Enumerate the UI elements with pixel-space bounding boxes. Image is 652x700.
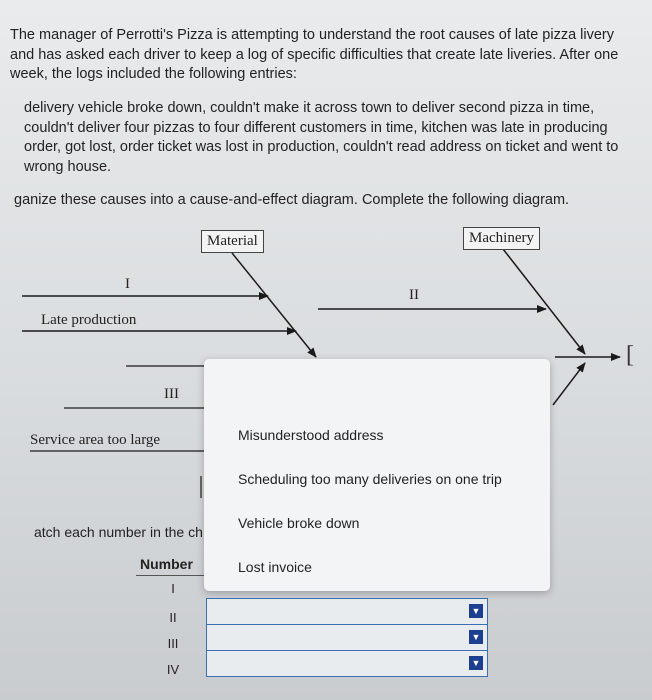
diagram-instruction: ganize these causes into a cause-and-effect diagram. Complete the following diagram.: [14, 192, 570, 208]
late-production-label: Late production: [41, 312, 137, 328]
option-lost-invoice[interactable]: Lost invoice: [238, 559, 312, 575]
number-column-header: Number: [140, 556, 193, 572]
answer-select-row-3[interactable]: [206, 624, 488, 651]
chevron-down-icon[interactable]: ▼: [469, 630, 483, 644]
answer-select-row-2[interactable]: [206, 598, 488, 625]
number-row-4: IV: [166, 662, 180, 677]
chevron-down-icon[interactable]: ▼: [469, 656, 483, 670]
matching-instruction: atch each number in the ch: [34, 524, 203, 540]
lower-bone: [553, 363, 585, 405]
number-row-2: II: [169, 610, 177, 625]
effect-bracket: [: [626, 342, 634, 368]
roman-one-label: I: [125, 276, 130, 292]
material-label: Material: [201, 230, 264, 253]
header-rule: [136, 575, 204, 576]
service-area-label: Service area too large: [30, 432, 161, 448]
chevron-down-icon[interactable]: ▼: [469, 604, 483, 618]
log-entries: delivery vehicle broke down, couldn't make it across town to deliver second pizza in time, couldn't deliver four pizzas to four different customers in time, kitchen was late in producing order, got lost, order ticket was lost in production, couldn't read address on ticket and went to wrong house.: [24, 100, 619, 175]
machinery-bone: [503, 249, 585, 354]
material-bone: [232, 253, 316, 357]
question-intro: The manager of Perrotti's Pizza is attempting to understand the root causes of late pizza livery and has asked each driver to keep a log of specific difficulties that create late liveries. After one week, the logs included the following entries:: [10, 27, 619, 82]
option-vehicle-broke-down[interactable]: Vehicle broke down: [238, 515, 360, 531]
machinery-label: Machinery: [463, 227, 540, 250]
number-row-1: I: [171, 581, 175, 596]
option-scheduling-too-many[interactable]: Scheduling too many deliveries on one trip: [238, 471, 502, 487]
dropdown-options-popup: [204, 359, 550, 591]
roman-three-label: III: [164, 386, 179, 402]
option-misunderstood-address[interactable]: Misunderstood address: [238, 427, 384, 443]
answer-select-row-4[interactable]: [206, 650, 488, 677]
roman-two-label: II: [409, 287, 419, 303]
partial-input-edge: [200, 476, 202, 498]
number-row-3: III: [167, 636, 179, 651]
